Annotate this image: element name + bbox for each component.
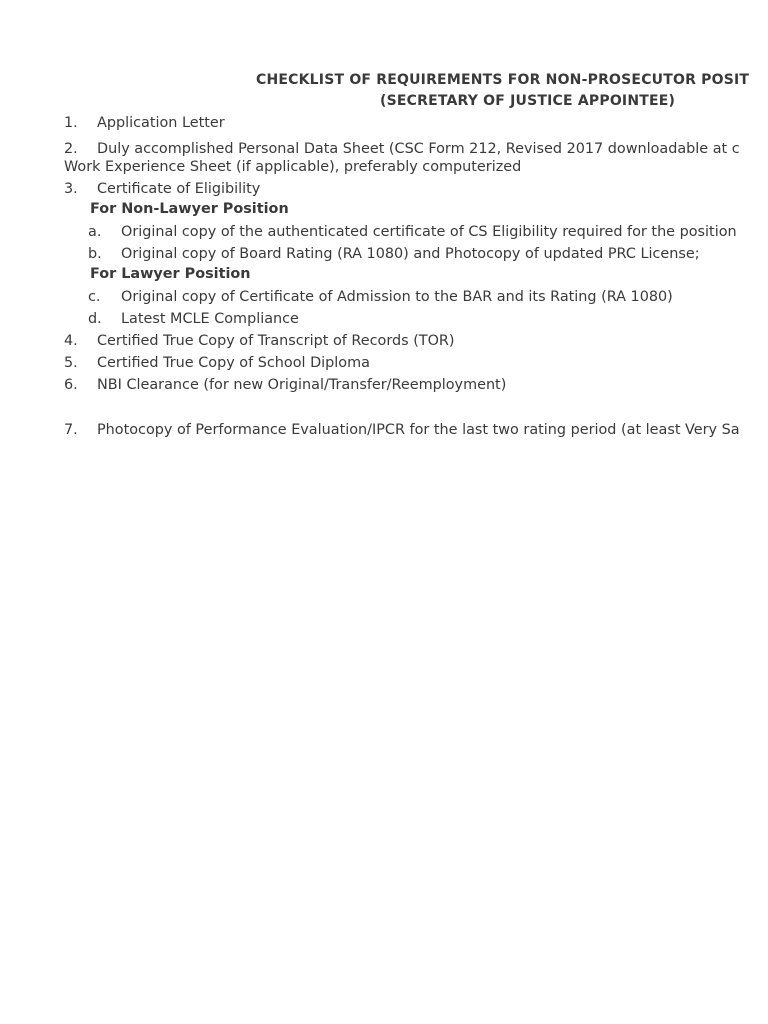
list-item-text: Certified True Copy of School Diploma: [97, 355, 370, 371]
sub-list-item: [88, 223, 737, 241]
list-item-number: 6.: [64, 377, 78, 393]
list-item-number: 3.: [64, 181, 78, 197]
document-title-line1: CHECKLIST OF REQUIREMENTS FOR NON-PROSECUTOR POSIT: [256, 72, 750, 88]
document-title-line2: (SECRETARY OF JUSTICE APPOINTEE): [380, 93, 676, 109]
list-item: [64, 376, 506, 394]
list-item-number: 5.: [64, 355, 78, 371]
list-item: [64, 140, 740, 158]
list-item-number: 1.: [64, 115, 78, 131]
sub-list-item-text: Original copy of Certificate of Admission to the BAR and its Rating (RA 1080): [121, 289, 673, 305]
sub-list-item-letter: c.: [88, 289, 101, 305]
list-item-text: Certificate of Eligibility: [97, 181, 261, 197]
list-item-number: 7.: [64, 422, 78, 438]
non-lawyer-heading: For Non-Lawyer Position: [90, 201, 289, 217]
list-item-number: 2.: [64, 141, 78, 157]
list-item: [64, 180, 260, 198]
list-item: [64, 421, 740, 439]
list-item-text: NBI Clearance (for new Original/Transfer/Reemployment): [97, 377, 507, 393]
list-item: [64, 354, 370, 372]
sub-list-item-letter: d.: [88, 311, 102, 327]
list-item-text: Photocopy of Performance Evaluation/IPCR for the last two rating period (at least Very Sa: [97, 422, 740, 438]
sub-list-item-letter: a.: [88, 224, 102, 240]
list-item-text: Duly accomplished Personal Data Sheet (CSC Form 212, Revised 2017 downloadable at c: [97, 141, 740, 157]
list-item: [64, 332, 455, 350]
sub-list-item-text: Original copy of the authenticated certificate of CS Eligibility required for the position: [121, 224, 737, 240]
list-item-continuation: Work Experience Sheet (if applicable), preferably computerized: [64, 159, 522, 175]
sub-list-item: [88, 288, 673, 306]
sub-list-item-letter: b.: [88, 246, 102, 262]
sub-list-item: [88, 310, 299, 328]
sub-list-item: [88, 245, 700, 263]
list-item-text: Application Letter: [97, 115, 225, 131]
sub-list-item-text: Original copy of Board Rating (RA 1080) and Photocopy of updated PRC License;: [121, 246, 700, 262]
sub-list-item-text: Latest MCLE Compliance: [121, 311, 299, 327]
list-item-text: Certified True Copy of Transcript of Records (TOR): [97, 333, 455, 349]
list-item-number: 4.: [64, 333, 78, 349]
lawyer-heading: For Lawyer Position: [90, 266, 251, 282]
list-item: [64, 114, 225, 132]
